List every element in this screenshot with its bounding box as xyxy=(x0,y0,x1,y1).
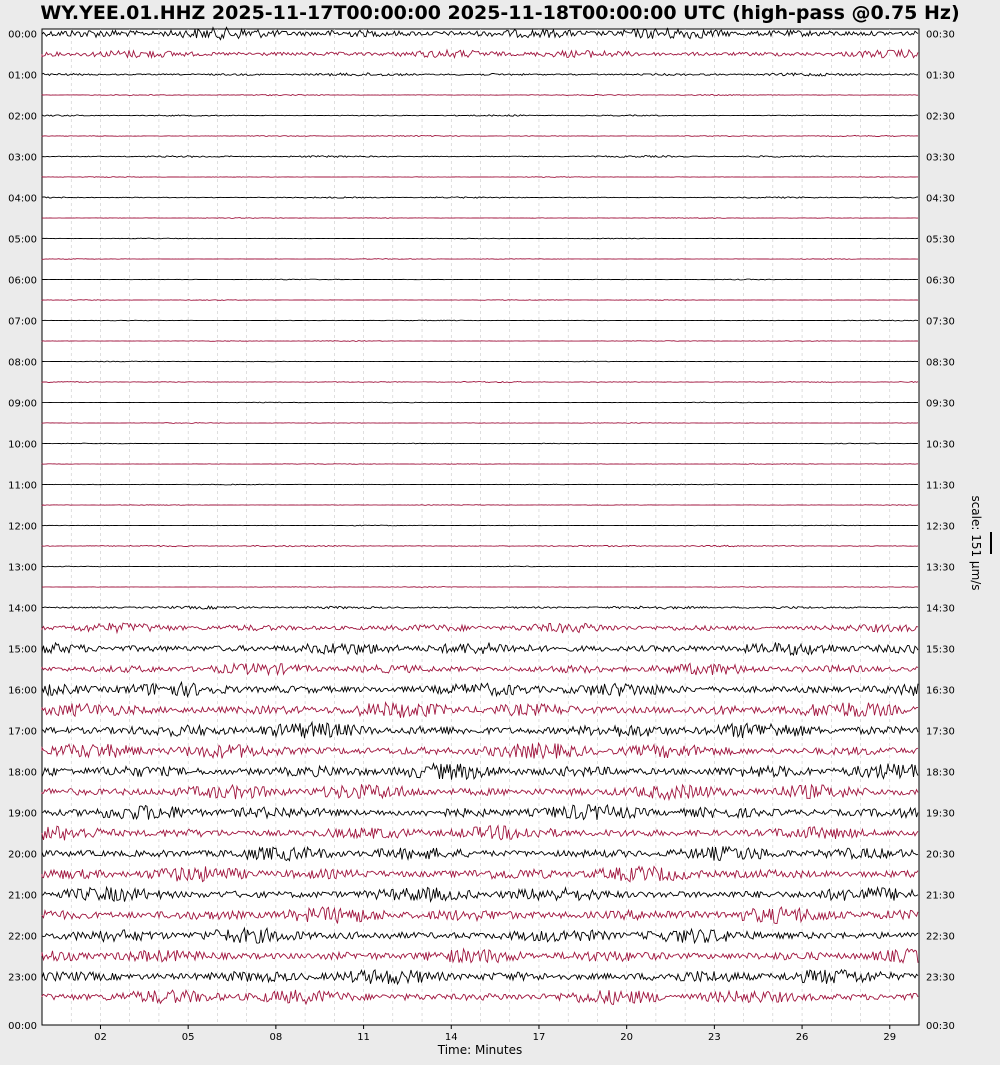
right-time-label: 07:30 xyxy=(926,316,955,328)
left-time-label: 00:00 xyxy=(8,29,37,41)
right-time-label: 13:30 xyxy=(926,562,955,574)
right-time-label: 06:30 xyxy=(926,275,955,287)
trace-line xyxy=(42,587,918,588)
right-time-label: 23:30 xyxy=(926,972,955,984)
trace-line xyxy=(42,402,918,403)
right-time-label: 00:30 xyxy=(926,1021,955,1032)
right-time-label: 14:30 xyxy=(926,603,955,615)
right-time-label: 20:30 xyxy=(926,849,955,861)
right-time-label: 10:30 xyxy=(926,439,955,451)
left-time-label: 19:00 xyxy=(8,808,37,820)
left-time-label: 17:00 xyxy=(8,726,37,738)
trace-line xyxy=(42,95,918,96)
right-time-label: 11:30 xyxy=(926,480,955,492)
trace-line xyxy=(42,300,918,301)
right-time-label: 03:30 xyxy=(926,152,955,164)
left-time-label: 12:00 xyxy=(8,521,37,533)
chart-title: WY.YEE.01.HHZ 2025-11-17T00:00:00 2025-11-18T00:00:00 UTC (high-pass @0.75 Hz) xyxy=(40,2,960,24)
right-time-label: 01:30 xyxy=(926,70,955,82)
trace-line xyxy=(42,484,918,485)
right-time-label: 00:30 xyxy=(926,29,955,41)
left-time-label: 21:00 xyxy=(8,890,37,902)
left-time-label: 14:00 xyxy=(8,603,37,615)
right-time-label: 05:30 xyxy=(926,234,955,246)
scale-label: scale: 151 µm/s xyxy=(969,495,983,591)
right-time-label: 21:30 xyxy=(926,890,955,902)
x-tick-label: 17 xyxy=(532,1032,546,1043)
x-axis-label: Time: Minutes xyxy=(437,1043,523,1057)
right-time-label: 19:30 xyxy=(926,808,955,820)
right-time-label: 09:30 xyxy=(926,398,955,410)
left-time-label: 16:00 xyxy=(8,685,37,697)
x-tick-label: 29 xyxy=(883,1032,897,1043)
left-time-label: 03:00 xyxy=(8,152,37,164)
right-time-label: 18:30 xyxy=(926,767,955,779)
left-time-label: 06:00 xyxy=(8,275,37,287)
left-time-label: 07:00 xyxy=(8,316,37,328)
right-time-label: 08:30 xyxy=(926,357,955,369)
x-tick-label: 26 xyxy=(795,1032,809,1043)
left-time-label: 20:00 xyxy=(8,849,37,861)
x-tick-label: 08 xyxy=(269,1032,283,1043)
x-tick-label: 05 xyxy=(181,1032,195,1043)
right-time-label: 22:30 xyxy=(926,931,955,943)
left-time-label: 01:00 xyxy=(8,70,37,82)
x-tick-label: 11 xyxy=(357,1032,370,1043)
right-time-label: 16:30 xyxy=(926,685,955,697)
x-tick-label: 14 xyxy=(444,1032,458,1043)
left-time-label: 05:00 xyxy=(8,234,37,246)
right-time-label: 04:30 xyxy=(926,193,955,205)
left-time-label: 23:00 xyxy=(8,972,37,984)
trace-line xyxy=(42,443,918,444)
trace-line xyxy=(42,320,918,321)
right-time-label: 15:30 xyxy=(926,644,955,656)
left-time-label: 10:00 xyxy=(8,439,37,451)
x-tick-label: 02 xyxy=(94,1032,107,1043)
left-time-label: 08:00 xyxy=(8,357,37,369)
trace-line xyxy=(42,177,918,178)
left-time-label: 09:00 xyxy=(8,398,37,410)
left-time-label: 04:00 xyxy=(8,193,37,205)
left-time-label: 22:00 xyxy=(8,931,37,943)
left-time-label: 00:00 xyxy=(8,1021,37,1032)
x-tick-label: 20 xyxy=(620,1032,634,1043)
right-time-label: 02:30 xyxy=(926,111,955,123)
right-time-label: 17:30 xyxy=(926,726,955,738)
left-time-label: 02:00 xyxy=(8,111,37,123)
left-time-label: 15:00 xyxy=(8,644,37,656)
left-time-label: 11:00 xyxy=(8,480,37,492)
right-time-label: 12:30 xyxy=(926,521,955,533)
x-tick-label: 23 xyxy=(707,1032,721,1043)
left-time-label: 18:00 xyxy=(8,767,37,779)
trace-line xyxy=(42,218,918,219)
left-time-label: 13:00 xyxy=(8,562,37,574)
